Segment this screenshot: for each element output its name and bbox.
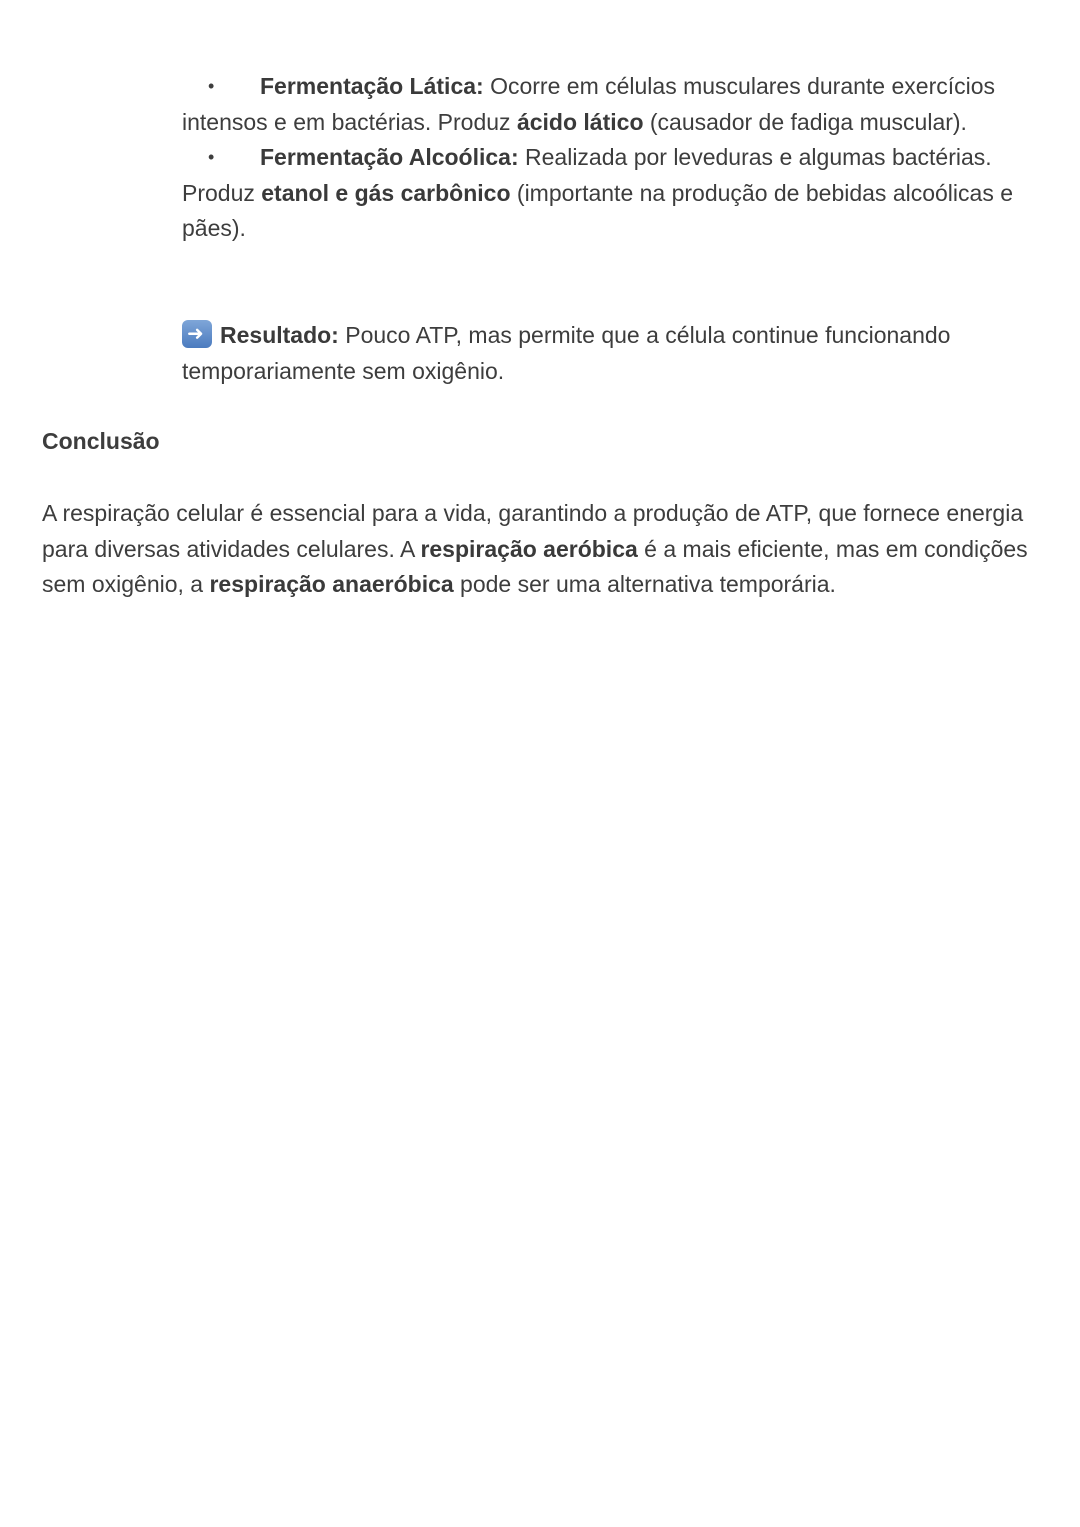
right-arrow-icon xyxy=(182,320,212,348)
bullet-icon: • xyxy=(208,76,215,96)
section-heading: Conclusão xyxy=(42,428,160,454)
result-paragraph: ➜Resultado: Pouco ATP, mas permite que a célula continue funcionando temporariamente sem oxigênio. xyxy=(182,318,1052,389)
term-alcoholic: Fermentação Alcoólica: xyxy=(260,144,519,170)
result-label: Resultado: xyxy=(220,322,339,348)
list-item-alcoholic: • Fermentação Alcoólica: Realizada por leveduras e algumas bactérias. Produz etanol e gás carbônico (importante na produção de bebidas alcoólicas e pães). xyxy=(182,140,1052,247)
term-lactic: Fermentação Lática: xyxy=(260,73,484,99)
conclusion-paragraph: A respiração celular é essencial para a vida, garantindo a produção de ATP, que fornece energia para diversas atividades celulares. A respiração aeróbica é a mais eficiente, mas em condições sem oxigênio, a respiração anaeróbica pode ser uma alternativa temporária. xyxy=(42,500,1028,597)
bullet-icon: • xyxy=(208,147,215,167)
fermentation-list xyxy=(182,69,1052,247)
list-item-lactic: • Fermentação Lática: Ocorre em células musculares durante exercícios intensos e em bactérias. Produz ácido lático (causador de fadiga muscular). xyxy=(182,69,1052,140)
